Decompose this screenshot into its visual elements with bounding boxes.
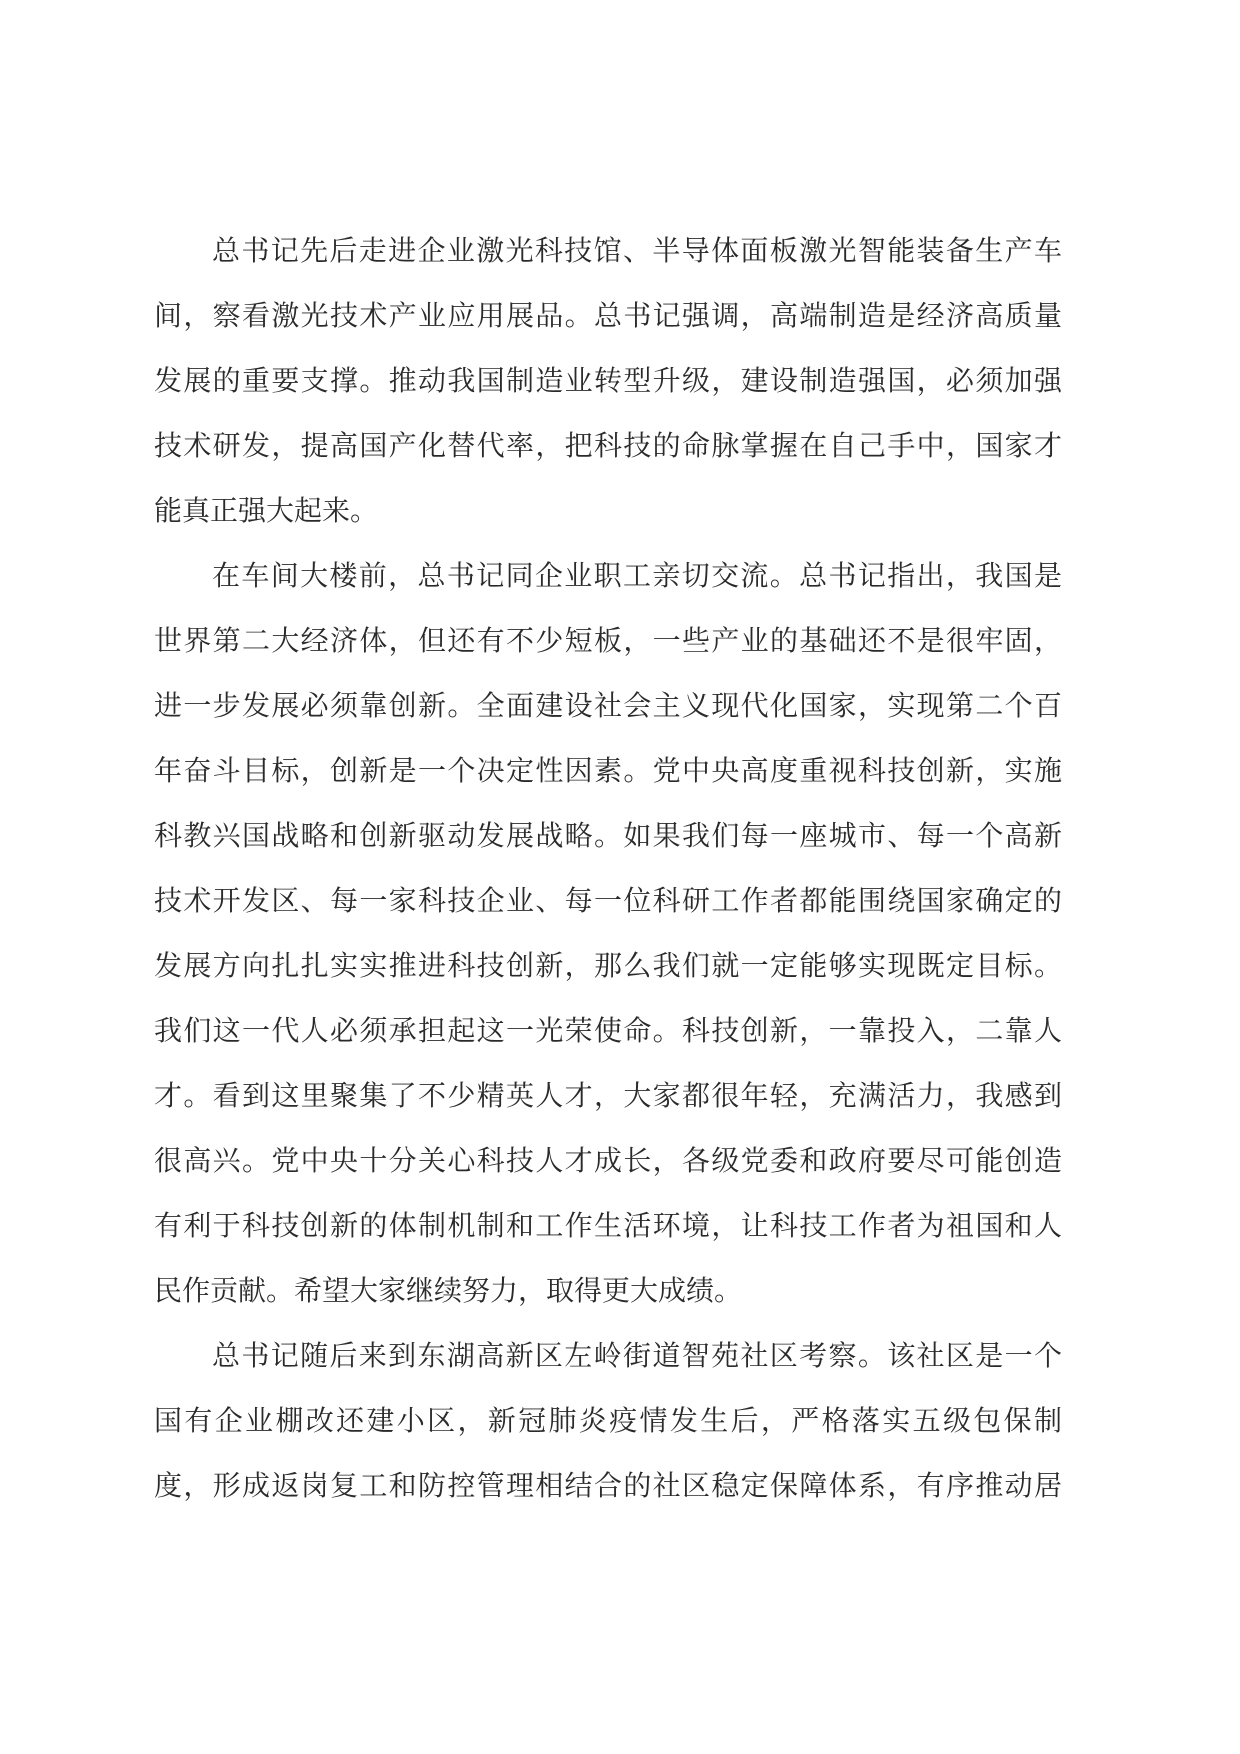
paragraph-1-line-1: 总书记先后走进企业激光科技馆、半导体面板激光智能装备生产车 (212, 234, 1062, 267)
paragraph-2-line-2: 世界第二大经济体，但还有不少短板，一些产业的基础还不是很牢固， (154, 624, 1062, 657)
paragraph-1-line-2: 间，察看激光技术产业应用展品。总书记强调，高端制造是经济高质量 (154, 299, 1062, 332)
body-text (154, 218, 1062, 1518)
paragraph-2-line-11: 有利于科技创新的体制机制和工作生活环境，让科技工作者为祖国和人 (154, 1209, 1062, 1242)
paragraph-2-line-1: 在车间大楼前，总书记同企业职工亲切交流。总书记指出，我国是 (212, 559, 1062, 592)
paragraph-1-line-3: 发展的重要支撑。推动我国制造业转型升级，建设制造强国，必须加强 (154, 364, 1062, 397)
paragraph-2-line-8: 我们这一代人必须承担起这一光荣使命。科技创新，一靠投入，二靠人 (154, 1014, 1062, 1047)
paragraph-2-line-3: 进一步发展必须靠创新。全面建设社会主义现代化国家，实现第二个百 (154, 689, 1062, 722)
paragraph-3-line-2: 国有企业棚改还建小区，新冠肺炎疫情发生后，严格落实五级包保制 (154, 1404, 1062, 1437)
paragraph-2-line-10: 很高兴。党中央十分关心科技人才成长，各级党委和政府要尽可能创造 (154, 1144, 1062, 1177)
paragraph-2-line-7: 发展方向扎扎实实推进科技创新，那么我们就一定能够实现既定目标。 (154, 949, 1062, 982)
paragraph-2-line-4: 年奋斗目标，创新是一个决定性因素。党中央高度重视科技创新，实施 (154, 754, 1062, 787)
paragraph-1-line-4: 技术研发，提高国产化替代率，把科技的命脉掌握在自己手中，国家才 (154, 429, 1062, 462)
paragraph-2-line-6: 技术开发区、每一家科技企业、每一位科研工作者都能围绕国家确定的 (154, 884, 1062, 917)
paragraph-3-line-3: 度，形成返岗复工和防控管理相结合的社区稳定保障体系，有序推动居 (154, 1469, 1062, 1502)
paragraph-2-line-12: 民作贡献。希望大家继续努力，取得更大成绩。 (154, 1274, 743, 1307)
paragraph-2-line-9: 才。看到这里聚集了不少精英人才，大家都很年轻，充满活力，我感到 (154, 1079, 1062, 1112)
paragraph-2-line-5: 科教兴国战略和创新驱动发展战略。如果我们每一座城市、每一个高新 (154, 819, 1062, 852)
paragraph-3-line-1: 总书记随后来到东湖高新区左岭街道智苑社区考察。该社区是一个 (212, 1339, 1062, 1372)
paragraph-1-line-5: 能真正强大起来。 (154, 494, 379, 527)
